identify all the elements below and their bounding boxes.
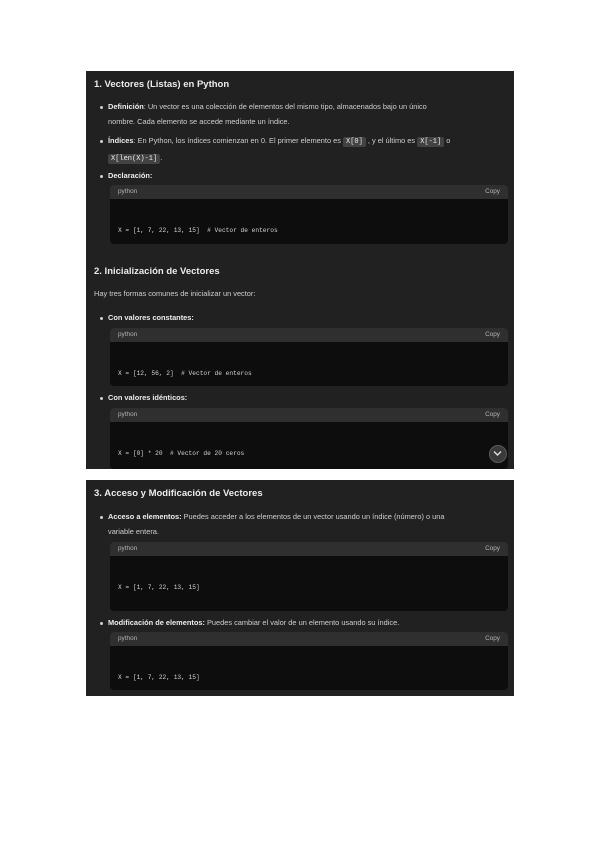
code-line: X = [1, 7, 22, 13, 15] # Vector de enteros xyxy=(118,227,278,235)
code-line: X = [1, 7, 22, 13, 15] xyxy=(118,584,200,592)
constant-values-label xyxy=(108,310,194,325)
indices-body-4: . xyxy=(160,153,163,162)
code-header xyxy=(110,632,508,646)
code-body xyxy=(110,422,508,469)
access-text xyxy=(108,509,508,539)
code-line: X = [1, 7, 22, 13, 15] xyxy=(118,674,200,682)
chevron-down-icon xyxy=(493,450,502,457)
inline-code: X[len(X)-1] xyxy=(108,154,160,164)
definition-body-1: : Un vector es una colección de elementos del mismo tipo, almacenados bajo un único xyxy=(143,102,427,111)
bullet xyxy=(100,140,103,143)
indices-body-3: o xyxy=(446,136,451,145)
code-header xyxy=(110,542,508,556)
indices-text xyxy=(108,133,508,167)
indices-label: Índices xyxy=(108,136,134,145)
declaration-label xyxy=(108,168,152,183)
identical-values-label xyxy=(108,390,187,405)
definition-label: Definición xyxy=(108,102,144,111)
code-body xyxy=(110,646,508,690)
screenshot-panel-2 xyxy=(86,480,514,696)
indices-body-1: : En Python, los índices comienzan en 0. El primer elemento es xyxy=(133,136,341,145)
inline-code: X[-1] xyxy=(417,137,444,147)
access-body-1: Puedes acceder a los elementos de un vector usando un índice (número) o una xyxy=(181,512,445,521)
access-body-2: variable entera. xyxy=(108,527,159,536)
code-body xyxy=(110,556,508,611)
indices-body-2: , y el último es xyxy=(367,136,416,145)
declaration-colon: : xyxy=(149,171,153,180)
modification-text xyxy=(108,615,508,630)
code-header xyxy=(110,408,508,422)
scroll-down-button[interactable] xyxy=(489,445,507,463)
bullet xyxy=(100,622,103,625)
code-block xyxy=(110,408,508,469)
code-body xyxy=(110,342,508,386)
section-2-intro: Hay tres formas comunes de inicializar un vector: xyxy=(94,289,256,298)
code-block xyxy=(110,632,508,690)
code-language: python xyxy=(118,635,138,642)
code-line: X = [0] * 20 # Vector de 20 ceros xyxy=(118,450,245,458)
modification-body: Puedes cambiar el valor de un elemento usando su índice. xyxy=(204,618,400,627)
definition-text xyxy=(108,99,508,129)
copy-button[interactable]: Copy xyxy=(485,545,500,552)
declaration-label-text: Declaración xyxy=(108,171,150,180)
copy-button[interactable]: Copy xyxy=(485,635,500,642)
inline-code: X[0] xyxy=(343,137,366,147)
modification-label: Modificación de elementos: xyxy=(108,618,205,627)
code-line: X = [12, 56, 2] # Vector de enteros xyxy=(118,370,252,378)
identical-values-label-text: Con valores idénticos: xyxy=(108,393,188,402)
bullet xyxy=(100,516,103,519)
code-header xyxy=(110,328,508,342)
bullet xyxy=(100,106,103,109)
constant-values-label-text: Con valores constantes: xyxy=(108,313,194,322)
code-header xyxy=(110,185,508,199)
definition-body-2: nombre. Cada elemento se accede mediante un índice. xyxy=(108,117,290,126)
code-language: python xyxy=(118,331,138,338)
code-language: python xyxy=(118,188,138,195)
code-body xyxy=(110,199,508,244)
section-2-title: 2. Inicialización de Vectores xyxy=(94,266,220,277)
code-language: python xyxy=(118,545,138,552)
copy-button[interactable]: Copy xyxy=(485,188,500,195)
bullet xyxy=(100,317,103,320)
section-1-title: 1. Vectores (Listas) en Python xyxy=(94,79,230,90)
section-3-title: 3. Acceso y Modificación de Vectores xyxy=(94,488,263,499)
bullet xyxy=(100,397,103,400)
code-block xyxy=(110,328,508,386)
screenshot-panel-1 xyxy=(86,71,514,469)
access-label: Acceso a elementos: xyxy=(108,512,182,521)
code-language: python xyxy=(118,411,138,418)
code-block xyxy=(110,185,508,244)
copy-button[interactable]: Copy xyxy=(485,411,500,418)
code-block xyxy=(110,542,508,611)
copy-button[interactable]: Copy xyxy=(485,331,500,338)
bullet xyxy=(100,175,103,178)
